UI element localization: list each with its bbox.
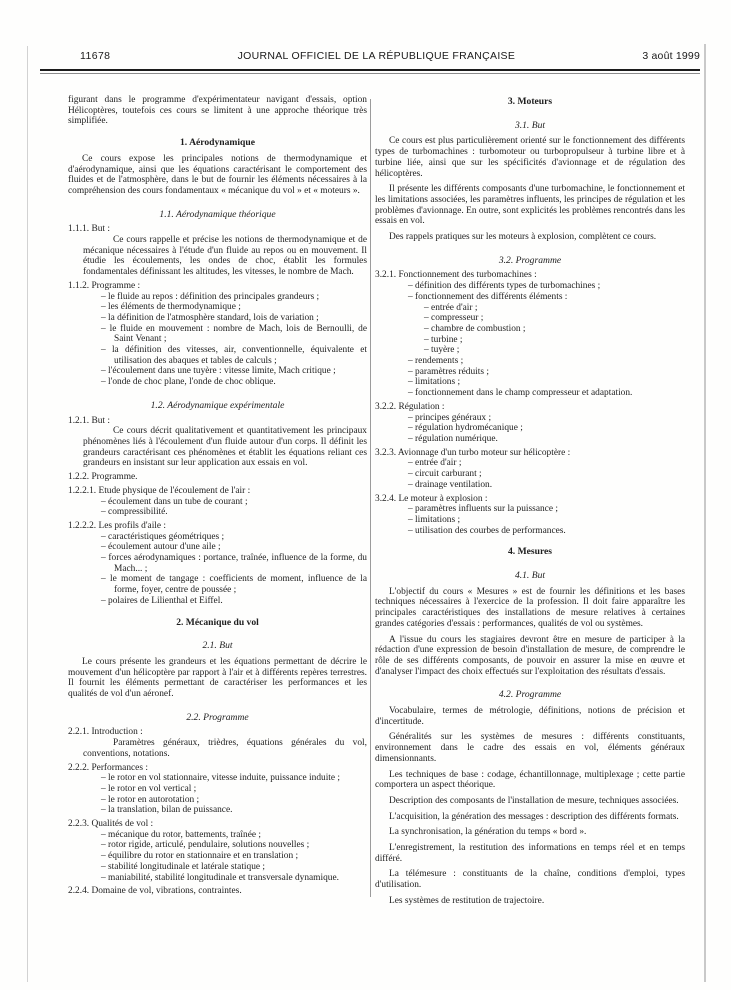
list-item: – rotor rigide, articulé, pendulaire, solutions nouvelles ; xyxy=(101,840,310,851)
two-column-body xyxy=(68,95,731,907)
list-item: – circuit carburant ; xyxy=(408,469,482,480)
clause-heading: 1.2.2.2. Les profils d'aile : xyxy=(68,520,167,531)
clause-heading: 1.2.2. Programme. xyxy=(68,472,138,483)
list-item: – maniabilité, stabilité longitudinale et transversale dynamique. xyxy=(101,872,339,883)
paragraph: Description des composants de l'installation de mesure, techniques associées. xyxy=(389,795,679,806)
subsection-heading: 3.2. Programme xyxy=(498,254,562,266)
list-item: – le rotor en autorotation ; xyxy=(101,794,200,805)
page-edge-shadow-right xyxy=(704,44,706,982)
clause-heading: 3.2.3. Avionnage d'un turbo moteur sur hélicoptère : xyxy=(375,447,571,458)
paragraph: Les techniques de base : codage, échantillonnage, multiplexage ; cette partie comportera un aspect théorique. xyxy=(375,769,685,791)
list-item: – fonctionnement dans le champ compresseur et adaptation. xyxy=(408,388,633,399)
column-divider xyxy=(370,99,371,897)
clause-heading: 1.1.2. Programme : xyxy=(68,280,141,291)
clause-body: Paramètres généraux, trièdres, équations générales du vol, conventions, notations. xyxy=(83,738,367,759)
clause-heading: 2.2.4. Domaine de vol, vibrations, contraintes. xyxy=(68,886,242,897)
list-item: – limitations ; xyxy=(408,377,461,388)
sublist-item: – entrée d'air ; xyxy=(424,302,478,313)
page-edge-shadow-left xyxy=(27,46,28,982)
sublist-item: – tuyère ; xyxy=(424,345,460,356)
left-column xyxy=(68,95,367,907)
list-item: – forces aérodynamiques : portance, traînée, influence de la forme, du Mach... ; xyxy=(101,553,367,574)
clause-heading: 1.2.1. But : xyxy=(68,415,110,426)
section-heading: 1. Aérodynamique xyxy=(180,137,255,149)
list-item: – utilisation des courbes de performances. xyxy=(408,525,566,536)
subsection-heading: 4.2. Programme xyxy=(498,689,562,701)
list-item: – la définition de l'atmosphère standard, lois de variation ; xyxy=(101,312,319,323)
clause-heading: 3.2.4. Le moteur à explosion : xyxy=(375,493,488,504)
page-number: 11678 xyxy=(80,50,111,62)
list-item: – l'écoulement dans une tuyère : vitesse limite, Mach critique ; xyxy=(101,366,336,377)
list-item: – les éléments de thermodynamique ; xyxy=(101,302,241,313)
clause-heading: 3.2.1. Fonctionnement des turbomachines : xyxy=(375,270,537,281)
list-item: – rendements ; xyxy=(408,356,464,367)
list-item: – équilibre du rotor en stationnaire et en translation ; xyxy=(101,851,299,862)
list-item: – écoulement dans un tube de courant ; xyxy=(101,496,248,507)
list-item: – écoulement autour d'une aile ; xyxy=(101,542,221,553)
list-item: – principes généraux ; xyxy=(408,412,492,423)
list-item: – régulation hydromécanique ; xyxy=(408,423,523,434)
list-item: – drainage ventilation. xyxy=(408,479,493,490)
list-item: – entrée d'air ; xyxy=(408,458,462,469)
paragraph: Vocabulaire, termes de métrologie, définitions, notions de précision et d'incertitude. xyxy=(375,706,685,727)
paragraph: Les systèmes de restitution de trajectoire. xyxy=(389,895,545,906)
list-item: – fonctionnement des différents éléments : xyxy=(408,291,568,302)
subsection-heading: 4.1. But xyxy=(514,570,546,582)
list-item: – le fluide au repos : définition des principales grandeurs ; xyxy=(101,291,320,302)
section-heading: 3. Moteurs xyxy=(507,96,553,107)
list-item: – la translation, bilan de puissance. xyxy=(101,805,233,816)
list-item: – le fluide en mouvement : nombre de Mach, lois de Bernoulli, de Saint Venant ; xyxy=(101,323,367,345)
paragraph: L'enregistrement, la restitution des informations en temps réel et en temps différé. xyxy=(375,843,685,864)
journal-title: JOURNAL OFFICIEL DE LA RÉPUBLIQUE FRANÇAISE xyxy=(237,50,516,62)
list-item: – paramètres réduits ; xyxy=(408,366,489,377)
section-heading: 2. Mécanique du vol xyxy=(176,616,259,628)
list-item: – l'onde de choc plane, l'onde de choc oblique. xyxy=(101,377,276,388)
subsection-heading: 1.1. Aérodynamique théorique xyxy=(159,208,276,220)
subsection-heading: 2.1. But xyxy=(202,640,233,652)
list-item: – polaires de Lilienthal et Eiffel. xyxy=(101,595,223,606)
subsection-heading: 3.1. But xyxy=(514,119,546,131)
paragraph: L'objectif du cours « Mesures » est de fournir les définitions et les bases techniques nécessaires à l'exercice de la profession. Il doit faire apparaître les principales caractéristiques des installations de mesure relatives à certaines grandes catégories d'essais : performances, qualités de vol ou systèmes. xyxy=(375,586,685,629)
list-item: – mécanique du rotor, battements, traînée ; xyxy=(101,829,261,840)
paragraph: L'acquisition, la génération des messages : description des différents formats. xyxy=(389,811,679,822)
paragraph: Généralités sur les systèmes de mesures : différents constituants, environnement dans le cadre des essais en vol, éléments généraux dimensionnants. xyxy=(375,732,685,764)
section-heading: 4. Mesures xyxy=(507,546,553,558)
paragraph: Il présente les différents composants d'une turbomachine, le fonctionnement et les limitations associées, les paramètres influents, les principes de régulation et les problèmes d'avionnage. En outre, sont explicités les problèmes rencontrés dans les essais en vol. xyxy=(375,184,685,227)
sublist-item: – turbine ; xyxy=(424,334,463,345)
paragraph: A l'issue du cours les stagiaires devront être en mesure de participer à la rédaction d'une expression de besoin d'installation de mesure, de comprendre le rôle de ses différents composants, de pouvoir en assurer la mise en œuvre et d'analyser l'impact des choix effectués sur l'exploitation des résultats d'essais. xyxy=(375,634,685,677)
clause-heading: 2.2.1. Introduction : xyxy=(68,727,143,738)
paragraph: Ce cours expose les principales notions de thermodynamique et d'aérodynamique, ainsi que les équations caractérisant le comportement des fluides et de l'atmosphère, dans le but de fournir les éléments nécessaires à la compréhension des cours fondamentaux « mécanique du vol » et « moteurs ». xyxy=(68,153,367,196)
list-item: – stabilité longitudinale et latérale statique ; xyxy=(101,861,266,872)
list-item: – régulation numérique. xyxy=(408,433,498,444)
list-item: – le rotor en vol stationnaire, vitesse induite, puissance induite ; xyxy=(101,773,341,784)
clause-body: Ce cours rappelle et précise les notions de thermodynamique et de mécanique nécessaires à l'étude d'un fluide au repos ou en mouvement. Il étudie les écoulements, les ondes de choc, établit les formules fondamentales définissant les altitudes, les vitesses, le nombre de Mach. xyxy=(83,235,367,278)
list-item: – limitations ; xyxy=(408,514,461,525)
paragraph-continuation: figurant dans le programme d'expérimentateur navigant d'essais, option Hélicoptères, toutefois ces cours se limitent à une approche théorique très simplifiée. xyxy=(68,95,367,127)
issue-date: 3 août 1999 xyxy=(642,50,700,62)
clause-heading: 2.2.3. Qualités de vol : xyxy=(68,819,154,830)
masthead-rule xyxy=(40,69,700,74)
clause-heading: 2.2.2. Performances : xyxy=(68,762,148,773)
list-item: – définition des différents types de turbomachines ; xyxy=(408,281,601,292)
clause-body: Ce cours décrit qualitativement et quantitativement les principaux phénomènes liés à l'écoulement d'un fluide autour d'un corps. Il définit les grandeurs caractérisant ces phénomènes et établit les équations reliant ces grandeurs en insistant sur leur application aux essais en vol. xyxy=(83,426,367,469)
list-item: – le moment de tangage : coefficients de moment, influence de la forme, foyer, centre de poussée ; xyxy=(101,574,367,596)
paragraph: Des rappels pratiques sur les moteurs à explosion, complètent ce cours. xyxy=(389,232,657,243)
paragraph: La synchronisation, la génération du temps « bord ». xyxy=(389,827,587,838)
subsection-heading: 1.2. Aérodynamique expérimentale xyxy=(150,399,285,411)
paragraph: Le cours présente les grandeurs et les équations permettant de décrire le mouvement d'un hélicoptère par rapport à l'air et à différents repères terrestres. Il fournit les éléments permettant de caractériser les performances et les qualités de vol d'un aéronef. xyxy=(68,656,367,700)
clause-heading: 3.2.2. Régulation : xyxy=(375,401,445,412)
list-item: – compressibilité. xyxy=(101,507,168,518)
subsection-heading: 2.2. Programme xyxy=(186,711,249,723)
masthead xyxy=(40,50,700,62)
list-item: – la définition des vitesses, air, conventionnelle, équivalente et utilisation des abaques et tables de calculs ; xyxy=(101,345,367,366)
list-item: – paramètres influents sur la puissance ; xyxy=(408,504,558,515)
paragraph: Ce cours est plus particulièrement orienté sur le fonctionnement des différents types de turbomachines : turbomoteur ou turbopropulseur à turbine libre et à turbine liée, ainsi que sur les spécificités d'avionnage et de régulation des hélicoptères. xyxy=(375,136,685,179)
sublist-item: – chambre de combustion ; xyxy=(424,323,526,334)
clause-heading: 1.2.2.1. Etude physique de l'écoulement de l'air : xyxy=(68,485,251,496)
clause-heading: 1.1.1. But : xyxy=(68,224,110,235)
list-item: – le rotor en vol vertical ; xyxy=(101,783,197,794)
paragraph: La télémesure : constituants de la chaîne, conditions d'emploi, types d'utilisation. xyxy=(375,869,685,891)
list-item: – caractéristiques géométriques ; xyxy=(101,531,225,542)
sublist-item: – compresseur ; xyxy=(424,313,484,324)
right-column xyxy=(375,95,685,907)
